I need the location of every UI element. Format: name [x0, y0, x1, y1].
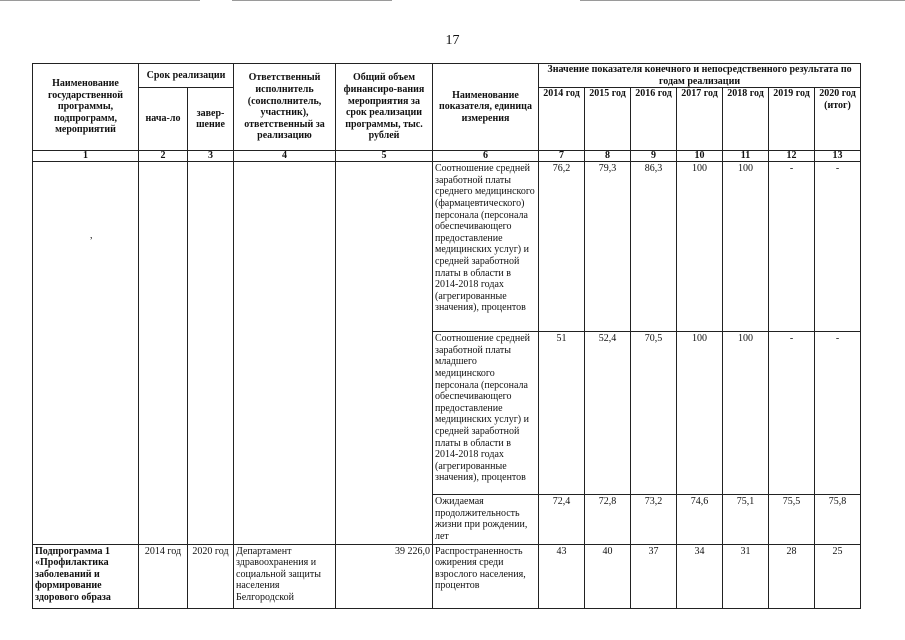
value-2020: - — [815, 332, 861, 495]
top-rule-right — [580, 0, 905, 1]
value-2018: 100 — [723, 332, 769, 495]
column-number: 9 — [631, 151, 677, 162]
header-year-2014: 2014 год — [539, 88, 585, 151]
column-number: 1 — [33, 151, 139, 162]
header-year-2020: 2020 год (итог) — [815, 88, 861, 151]
indicator-name: Соотношение средней заработной платы младшего медицинского персонала (персонала обеспечивающего предоставление медицинских услуг) и средней заработной платы в области в 2014-2018 годах (агрегированные значения), процентов — [433, 332, 539, 495]
subprogram-responsible: Департамент здравоохранения и социальной защиты населения Белгородской — [234, 544, 336, 608]
value-2014: 76,2 — [539, 162, 585, 332]
header-responsible: Ответственный исполнитель (соисполнитель, участник), ответственный за реализацию — [234, 64, 336, 151]
header-name: Наименование государственной программы, подпрограмм, мероприятий — [33, 64, 139, 151]
header-year-2018: 2018 год — [723, 88, 769, 151]
value-2019: 75,5 — [769, 495, 815, 544]
value-2017: 34 — [677, 544, 723, 608]
value-2018: 75,1 — [723, 495, 769, 544]
header-indicator: Наименование показателя, единица измерения — [433, 64, 539, 151]
column-number: 12 — [769, 151, 815, 162]
empty-cell — [188, 162, 234, 544]
header-year-2015: 2015 год — [585, 88, 631, 151]
value-2020: - — [815, 162, 861, 332]
value-2018: 31 — [723, 544, 769, 608]
value-2015: 79,3 — [585, 162, 631, 332]
empty-cell — [139, 162, 188, 544]
value-2016: 86,3 — [631, 162, 677, 332]
value-2018: 100 — [723, 162, 769, 332]
value-2020: 25 — [815, 544, 861, 608]
column-number: 13 — [815, 151, 861, 162]
value-2015: 52,4 — [585, 332, 631, 495]
column-number: 2 — [139, 151, 188, 162]
indicator-name: Распространенность ожирения среди взрослого населения, процентов — [433, 544, 539, 608]
value-2016: 37 — [631, 544, 677, 608]
value-2016: 70,5 — [631, 332, 677, 495]
value-2016: 73,2 — [631, 495, 677, 544]
value-2014: 43 — [539, 544, 585, 608]
header-start: нача-ло — [139, 88, 188, 151]
subprogram-volume: 39 226,0 — [336, 544, 433, 608]
value-2017: 100 — [677, 332, 723, 495]
column-number: 4 — [234, 151, 336, 162]
top-rule-left — [0, 0, 200, 1]
indicator-name: Ожидаемая продолжительность жизни при рождении, лет — [433, 495, 539, 544]
table-row — [33, 162, 861, 332]
empty-cell — [336, 162, 433, 544]
value-2014: 51 — [539, 332, 585, 495]
column-number: 8 — [585, 151, 631, 162]
subprogram-start: 2014 год — [139, 544, 188, 608]
value-2019: 28 — [769, 544, 815, 608]
header-values-group: Значение показателя конечного и непосредственного результата по годам реализации — [539, 64, 861, 88]
subprogram-row — [33, 544, 861, 608]
empty-cell — [33, 162, 139, 544]
header-end: завер-шение — [188, 88, 234, 151]
value-2019: - — [769, 162, 815, 332]
column-number: 10 — [677, 151, 723, 162]
column-number: 3 — [188, 151, 234, 162]
header-period: Срок реализации — [139, 64, 234, 88]
header-volume: Общий объем финансиро-вания мероприятия за срок реализации программы, тыс. рублей — [336, 64, 433, 151]
value-2017: 100 — [677, 162, 723, 332]
value-2014: 72,4 — [539, 495, 585, 544]
subprogram-name: Подпрограмма 1 «Профилактика заболеваний и формирование здорового образа — [33, 544, 139, 608]
top-rule-center — [232, 0, 392, 1]
value-2015: 72,8 — [585, 495, 631, 544]
value-2015: 40 — [585, 544, 631, 608]
header-year-2019: 2019 год — [769, 88, 815, 151]
column-number: 5 — [336, 151, 433, 162]
program-table — [32, 63, 861, 609]
value-2020: 75,8 — [815, 495, 861, 544]
column-number: 7 — [539, 151, 585, 162]
indicator-name: Соотношение средней заработной платы среднего медицинского (фармацевтического) персонала (персонала обеспечивающего предоставление медицинских услуг) и средней заработной платы в области в 2014-2018 годах (агрегированные значения), процентов — [433, 162, 539, 332]
header-year-2016: 2016 год — [631, 88, 677, 151]
subprogram-end: 2020 год — [188, 544, 234, 608]
column-number: 11 — [723, 151, 769, 162]
value-2019: - — [769, 332, 815, 495]
empty-cell — [234, 162, 336, 544]
stray-mark: , — [90, 230, 93, 241]
value-2017: 74,6 — [677, 495, 723, 544]
column-number-row — [33, 151, 861, 162]
column-number: 6 — [433, 151, 539, 162]
page-number: 17 — [445, 33, 460, 48]
header-year-2017: 2017 год — [677, 88, 723, 151]
